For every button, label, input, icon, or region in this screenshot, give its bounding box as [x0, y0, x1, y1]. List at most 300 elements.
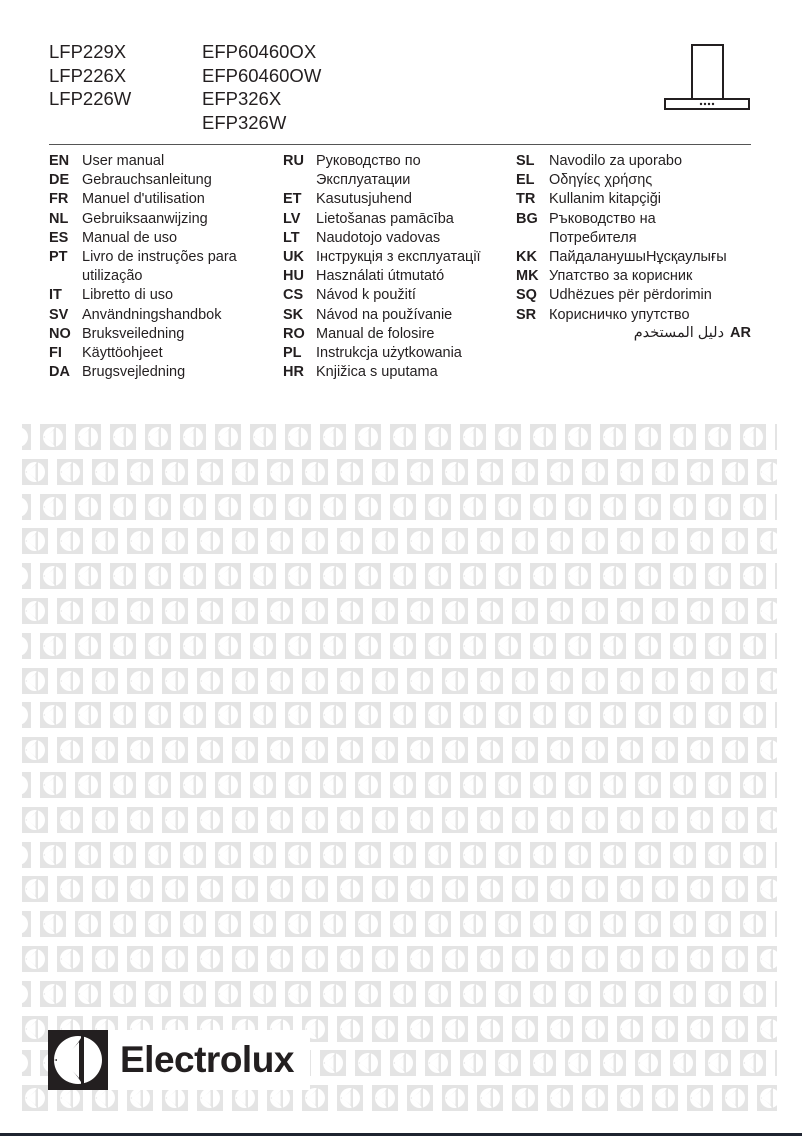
language-code: ES — [49, 229, 69, 246]
cooker-hood-icon — [664, 44, 750, 110]
language-code: CS — [283, 287, 304, 304]
language-label: Használati útmutató — [316, 268, 445, 285]
electrolux-pattern-icon — [425, 702, 451, 728]
electrolux-pattern-icon — [92, 459, 118, 485]
pattern-row — [0, 981, 802, 1008]
electrolux-pattern-icon — [180, 494, 206, 520]
electrolux-pattern-icon — [75, 494, 101, 520]
electrolux-pattern-icon — [22, 668, 48, 694]
electrolux-pattern-icon — [617, 876, 643, 902]
electrolux-pattern-icon — [180, 981, 206, 1007]
electrolux-pattern-icon — [495, 563, 521, 589]
electrolux-pattern-icon — [547, 946, 573, 972]
electrolux-pattern-icon — [512, 1016, 538, 1042]
electrolux-pattern-icon — [57, 459, 83, 485]
pattern-row — [0, 842, 802, 869]
electrolux-pattern-icon — [337, 1085, 363, 1111]
electrolux-pattern-icon — [215, 563, 241, 589]
electrolux-pattern-icon — [372, 598, 398, 624]
electrolux-pattern-icon — [197, 528, 223, 554]
language-entry-no — [49, 325, 237, 344]
electrolux-pattern-icon — [215, 981, 241, 1007]
electrolux-pattern-icon — [232, 737, 258, 763]
electrolux-pattern-icon — [127, 459, 153, 485]
electrolux-pattern-icon — [635, 911, 661, 937]
language-entry-hu — [283, 267, 481, 286]
language-label: Οδηγίες χρήσης — [549, 172, 653, 189]
electrolux-pattern-icon — [215, 772, 241, 798]
electrolux-pattern-icon — [565, 981, 591, 1007]
electrolux-pattern-icon — [495, 424, 521, 450]
electrolux-pattern-icon — [22, 424, 31, 450]
electrolux-pattern-icon — [285, 494, 311, 520]
electrolux-pattern-icon — [197, 737, 223, 763]
electrolux-pattern-icon — [530, 494, 556, 520]
electrolux-pattern-icon — [442, 737, 468, 763]
electrolux-pattern-icon — [582, 528, 608, 554]
electrolux-pattern-icon — [687, 459, 713, 485]
language-code: MK — [516, 268, 539, 285]
electrolux-pattern-icon — [442, 1016, 468, 1042]
electrolux-pattern-icon — [477, 807, 503, 833]
language-entry-sl — [516, 152, 727, 171]
language-code: RU — [283, 153, 304, 169]
electrolux-pattern-icon — [232, 668, 258, 694]
electrolux-pattern-icon — [145, 772, 171, 798]
language-label: Instrukcja użytkowania — [316, 345, 462, 362]
electrolux-pattern-icon — [302, 459, 328, 485]
electrolux-pattern-icon — [722, 1085, 748, 1111]
language-label: Libretto di uso — [82, 287, 174, 304]
electrolux-pattern-icon — [110, 702, 136, 728]
electrolux-logo-icon — [48, 1030, 108, 1090]
language-entry-lv — [283, 210, 481, 229]
electrolux-pattern-icon — [652, 1085, 678, 1111]
electrolux-pattern-icon — [477, 668, 503, 694]
electrolux-pattern-icon — [722, 598, 748, 624]
electrolux-pattern-icon — [337, 946, 363, 972]
language-label: Kullanim kitapçiği — [549, 191, 662, 208]
electrolux-pattern-icon — [740, 563, 766, 589]
electrolux-pattern-icon — [512, 528, 538, 554]
electrolux-pattern-icon — [687, 528, 713, 554]
electrolux-pattern-icon — [320, 911, 346, 937]
electrolux-pattern-icon — [22, 981, 31, 1007]
electrolux-pattern-icon — [127, 807, 153, 833]
electrolux-pattern-icon — [267, 528, 293, 554]
electrolux-pattern-icon — [215, 633, 241, 659]
language-code: EN — [49, 153, 70, 169]
language-label: Lietošanas pamācība — [316, 210, 454, 227]
pattern-row — [0, 737, 802, 764]
electrolux-pattern-icon — [337, 668, 363, 694]
electrolux-pattern-icon — [652, 737, 678, 763]
electrolux-pattern-icon — [617, 946, 643, 972]
electrolux-pattern-icon — [40, 563, 66, 589]
electrolux-pattern-icon — [285, 702, 311, 728]
language-code: BG — [516, 210, 538, 227]
electrolux-pattern-icon — [565, 633, 591, 659]
electrolux-pattern-icon — [267, 946, 293, 972]
electrolux-pattern-icon — [495, 702, 521, 728]
electrolux-pattern-icon — [320, 424, 346, 450]
language-entry-de — [49, 171, 237, 190]
electrolux-pattern-icon — [722, 1016, 748, 1042]
electrolux-pattern-icon — [600, 424, 626, 450]
language-code: ET — [283, 191, 302, 208]
language-code: HU — [283, 268, 304, 285]
electrolux-pattern-icon — [302, 807, 328, 833]
electrolux-pattern-icon — [495, 494, 521, 520]
electrolux-pattern-icon — [670, 494, 696, 520]
language-entry-lt — [283, 229, 481, 248]
electrolux-pattern-icon — [110, 772, 136, 798]
electrolux-pattern-icon — [635, 494, 661, 520]
electrolux-pattern-icon — [547, 598, 573, 624]
electrolux-pattern-icon — [197, 807, 223, 833]
electrolux-pattern-icon — [302, 528, 328, 554]
electrolux-pattern-icon — [232, 598, 258, 624]
electrolux-pattern-icon — [285, 911, 311, 937]
electrolux-pattern-icon — [22, 1016, 48, 1042]
electrolux-pattern-icon — [565, 842, 591, 868]
electrolux-pattern-icon — [740, 633, 766, 659]
electrolux-pattern-icon — [530, 633, 556, 659]
electrolux-pattern-icon — [285, 563, 311, 589]
electrolux-pattern-icon — [460, 1050, 486, 1076]
electrolux-pattern-icon — [355, 424, 381, 450]
electrolux-pattern-icon — [302, 876, 328, 902]
electrolux-pattern-icon — [22, 459, 48, 485]
electrolux-pattern-icon — [127, 528, 153, 554]
electrolux-pattern-icon — [75, 911, 101, 937]
language-label: Návod k použití — [316, 287, 416, 304]
electrolux-pattern-icon — [92, 668, 118, 694]
electrolux-pattern-icon — [425, 842, 451, 868]
electrolux-pattern-icon — [407, 459, 433, 485]
electrolux-pattern-icon — [740, 424, 766, 450]
language-code: AR — [730, 325, 751, 341]
electrolux-pattern-icon — [495, 911, 521, 937]
language-entry-nl — [49, 210, 237, 229]
electrolux-pattern-icon — [635, 563, 661, 589]
electrolux-pattern-icon — [442, 598, 468, 624]
electrolux-pattern-icon — [302, 668, 328, 694]
electrolux-pattern-icon — [705, 702, 731, 728]
electrolux-pattern-icon — [617, 528, 643, 554]
electrolux-pattern-icon — [75, 981, 101, 1007]
language-label: Käyttöohjeet — [82, 345, 163, 362]
electrolux-pattern-icon — [635, 842, 661, 868]
electrolux-pattern-icon — [285, 981, 311, 1007]
language-label: Udhëzues për përdorimin — [549, 287, 712, 304]
electrolux-pattern-icon — [460, 494, 486, 520]
electrolux-pattern-icon — [670, 842, 696, 868]
electrolux-pattern-icon — [530, 563, 556, 589]
electrolux-pattern-icon — [162, 946, 188, 972]
language-entry-sv — [49, 306, 237, 325]
electrolux-pattern-icon — [757, 598, 777, 624]
electrolux-pattern-icon — [442, 459, 468, 485]
electrolux-pattern-icon — [512, 459, 538, 485]
electrolux-pattern-icon — [320, 494, 346, 520]
electrolux-pattern-icon — [372, 668, 398, 694]
language-label: ПайдаланушыНұсқаулығы — [549, 249, 727, 266]
electrolux-pattern-icon — [547, 668, 573, 694]
language-label: Manual de uso — [82, 229, 178, 246]
electrolux-pattern-icon — [425, 772, 451, 798]
electrolux-pattern-icon — [582, 668, 608, 694]
electrolux-pattern-icon — [285, 842, 311, 868]
electrolux-pattern-icon — [407, 737, 433, 763]
electrolux-pattern-icon — [320, 563, 346, 589]
electrolux-pattern-icon — [40, 842, 66, 868]
electrolux-pattern-icon — [617, 459, 643, 485]
model-number: EFP60460OX — [202, 41, 317, 62]
electrolux-pattern-icon — [477, 459, 503, 485]
electrolux-pattern-icon — [775, 702, 778, 728]
electrolux-pattern-icon — [495, 1050, 521, 1076]
electrolux-pattern-icon — [22, 911, 31, 937]
electrolux-pattern-icon — [197, 598, 223, 624]
electrolux-pattern-icon — [22, 528, 48, 554]
electrolux-pattern-icon — [250, 911, 276, 937]
electrolux-pattern-icon — [110, 981, 136, 1007]
electrolux-pattern-icon — [250, 981, 276, 1007]
language-entry-en — [49, 152, 237, 171]
electrolux-pattern-icon — [390, 981, 416, 1007]
pattern-row — [0, 668, 802, 695]
electrolux-pattern-icon — [495, 842, 521, 868]
electrolux-pattern-icon — [180, 702, 206, 728]
electrolux-pattern-icon — [635, 633, 661, 659]
electrolux-pattern-icon — [337, 598, 363, 624]
electrolux-pattern-icon — [162, 668, 188, 694]
electrolux-pattern-icon — [565, 772, 591, 798]
electrolux-pattern-icon — [22, 772, 31, 798]
electrolux-pattern-icon — [722, 876, 748, 902]
electrolux-pattern-icon — [600, 563, 626, 589]
electrolux-pattern-icon — [407, 807, 433, 833]
language-column-2 — [283, 152, 481, 382]
electrolux-pattern-icon — [670, 424, 696, 450]
language-code: SR — [516, 306, 537, 323]
electrolux-pattern-icon — [40, 702, 66, 728]
electrolux-pattern-icon — [57, 737, 83, 763]
electrolux-pattern-icon — [775, 633, 778, 659]
electrolux-pattern-icon — [285, 772, 311, 798]
electrolux-pattern-icon — [565, 1050, 591, 1076]
electrolux-pattern-icon — [547, 528, 573, 554]
electrolux-pattern-icon — [775, 563, 778, 589]
language-label: Livro de instruções para — [82, 249, 237, 266]
electrolux-pattern-icon — [320, 772, 346, 798]
language-column-1 — [49, 152, 237, 382]
electrolux-pattern-icon — [285, 633, 311, 659]
electrolux-pattern-icon — [652, 598, 678, 624]
electrolux-pattern-icon — [110, 842, 136, 868]
language-entry-es — [49, 229, 237, 248]
electrolux-pattern-icon — [162, 459, 188, 485]
electrolux-pattern-icon — [57, 668, 83, 694]
electrolux-pattern-icon — [390, 911, 416, 937]
electrolux-pattern-icon — [547, 459, 573, 485]
electrolux-pattern-icon — [407, 1085, 433, 1111]
language-code: DE — [49, 172, 70, 189]
language-entry-hr — [283, 363, 481, 382]
language-label-continuation: Потребителя — [549, 229, 637, 246]
language-label: Руководство по — [316, 153, 421, 169]
electrolux-pattern-icon — [145, 633, 171, 659]
electrolux-pattern-icon — [320, 1050, 346, 1076]
electrolux-pattern-icon — [75, 563, 101, 589]
language-entry-fi — [49, 344, 237, 363]
electrolux-pattern-icon — [407, 876, 433, 902]
electrolux-pattern-icon — [547, 876, 573, 902]
electrolux-pattern-icon — [757, 459, 777, 485]
electrolux-pattern-icon — [617, 737, 643, 763]
electrolux-pattern-icon — [22, 876, 48, 902]
electrolux-pattern-icon — [705, 633, 731, 659]
electrolux-pattern-icon — [600, 772, 626, 798]
model-number: LFP226X — [49, 64, 127, 86]
electrolux-pattern-icon — [635, 702, 661, 728]
electrolux-pattern-icon — [22, 807, 48, 833]
electrolux-pattern-icon — [460, 633, 486, 659]
electrolux-pattern-icon — [355, 702, 381, 728]
electrolux-pattern-icon — [92, 528, 118, 554]
language-entry-mk — [516, 267, 727, 286]
electrolux-pattern-icon — [757, 668, 777, 694]
electrolux-pattern-icon — [390, 842, 416, 868]
language-entry-tr — [516, 190, 727, 209]
electrolux-pattern-icon — [722, 737, 748, 763]
electrolux-pattern-icon — [390, 494, 416, 520]
electrolux-pattern-icon — [232, 528, 258, 554]
electrolux-pattern-icon — [582, 1016, 608, 1042]
electrolux-pattern-icon — [582, 1085, 608, 1111]
electrolux-pattern-icon — [40, 911, 66, 937]
electrolux-pattern-icon — [75, 842, 101, 868]
electrolux-pattern-icon — [617, 807, 643, 833]
electrolux-pattern-icon — [390, 424, 416, 450]
electrolux-pattern-icon — [355, 633, 381, 659]
electrolux-pattern-icon — [372, 807, 398, 833]
language-entry-cs — [283, 286, 481, 305]
electrolux-pattern-icon — [145, 563, 171, 589]
electrolux-pattern-icon — [250, 494, 276, 520]
electrolux-pattern-icon — [652, 668, 678, 694]
language-code: IT — [49, 287, 62, 304]
electrolux-pattern-icon — [740, 494, 766, 520]
electrolux-pattern-icon — [22, 494, 31, 520]
language-entry-et — [283, 190, 481, 209]
electrolux-pattern-icon — [250, 772, 276, 798]
language-entry-fr — [49, 190, 237, 209]
electrolux-pattern-icon — [180, 772, 206, 798]
electrolux-pattern-icon — [775, 911, 778, 937]
language-code: SK — [283, 306, 304, 323]
language-label: دليل المستخدم — [633, 325, 725, 341]
electrolux-pattern-icon — [407, 528, 433, 554]
electrolux-pattern-icon — [547, 807, 573, 833]
electrolux-pattern-icon — [407, 598, 433, 624]
electrolux-pattern-icon — [302, 737, 328, 763]
electrolux-pattern-icon — [652, 876, 678, 902]
electrolux-pattern-icon — [512, 876, 538, 902]
electrolux-pattern-icon — [320, 702, 346, 728]
pattern-row — [0, 807, 802, 834]
electrolux-pattern-icon — [600, 633, 626, 659]
electrolux-pattern-icon — [390, 633, 416, 659]
pattern-row — [0, 598, 802, 625]
language-label: Ръководство на — [549, 210, 656, 227]
electrolux-pattern-icon — [687, 598, 713, 624]
electrolux-pattern-icon — [477, 737, 503, 763]
electrolux-pattern-icon — [477, 1016, 503, 1042]
language-label: Упатство за корисник — [549, 268, 693, 285]
electrolux-pattern-icon — [127, 946, 153, 972]
electrolux-pattern-icon — [250, 424, 276, 450]
electrolux-pattern-icon — [705, 424, 731, 450]
electrolux-pattern-icon — [687, 737, 713, 763]
electrolux-pattern-icon — [775, 842, 778, 868]
electrolux-pattern-icon — [617, 598, 643, 624]
electrolux-pattern-icon — [372, 459, 398, 485]
language-entry-sq — [516, 286, 727, 305]
electrolux-pattern-icon — [670, 981, 696, 1007]
electrolux-pattern-icon — [495, 981, 521, 1007]
electrolux-pattern-icon — [740, 842, 766, 868]
electrolux-pattern-icon — [687, 1085, 713, 1111]
language-entry-ru — [283, 152, 481, 171]
electrolux-pattern-icon — [495, 772, 521, 798]
electrolux-pattern-icon — [197, 876, 223, 902]
electrolux-pattern-icon — [355, 494, 381, 520]
language-code: SL — [516, 153, 535, 169]
electrolux-pattern-icon — [705, 494, 731, 520]
electrolux-pattern-icon — [477, 528, 503, 554]
electrolux-pattern-icon — [600, 842, 626, 868]
electrolux-pattern-icon — [355, 842, 381, 868]
electrolux-pattern-icon — [477, 1085, 503, 1111]
electrolux-pattern-icon — [337, 528, 363, 554]
electrolux-pattern-icon — [740, 702, 766, 728]
language-label: Návod na používanie — [316, 306, 453, 323]
electrolux-pattern-icon — [582, 946, 608, 972]
electrolux-pattern-icon — [57, 807, 83, 833]
electrolux-pattern-icon — [600, 702, 626, 728]
electrolux-pattern-icon — [670, 633, 696, 659]
electrolux-pattern-icon — [635, 981, 661, 1007]
electrolux-pattern-icon — [670, 911, 696, 937]
electrolux-pattern-icon — [92, 807, 118, 833]
electrolux-pattern-icon — [145, 911, 171, 937]
electrolux-pattern-icon — [740, 981, 766, 1007]
language-entry-it — [49, 286, 237, 305]
model-list-left — [49, 40, 131, 111]
electrolux-pattern-icon — [460, 911, 486, 937]
electrolux-pattern-icon — [670, 563, 696, 589]
electrolux-pattern-icon — [372, 737, 398, 763]
electrolux-pattern-icon — [197, 459, 223, 485]
pattern-row — [0, 876, 802, 903]
electrolux-pattern-icon — [530, 772, 556, 798]
electrolux-pattern-icon — [145, 494, 171, 520]
language-entry-ar — [516, 325, 751, 341]
pattern-row — [0, 563, 802, 590]
electrolux-pattern-icon — [250, 563, 276, 589]
